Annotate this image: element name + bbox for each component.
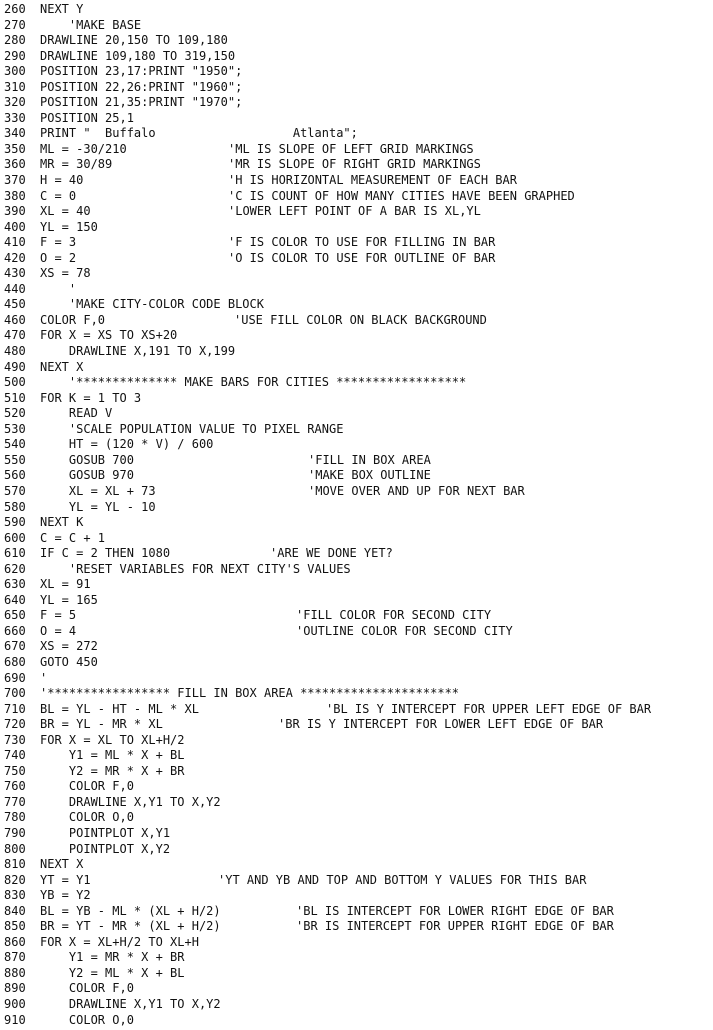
code-line — [4, 608, 710, 624]
line-number: 310 — [4, 79, 26, 94]
line-number: 830 — [4, 888, 26, 903]
line-number: 620 — [4, 561, 26, 576]
line-number: 570 — [4, 483, 26, 498]
line-number: 690 — [4, 670, 26, 685]
line-number: 850 — [4, 919, 26, 934]
line-code: BR = YT - MR * (XL + H/2) — [40, 919, 221, 934]
line-comment: 'BR IS INTERCEPT FOR UPPER RIGHT EDGE OF BAR — [296, 919, 614, 934]
line-code: O = 4 — [40, 623, 77, 638]
line-number: 300 — [4, 64, 26, 79]
line-comment: 'ML IS SLOPE OF LEFT GRID MARKINGS — [228, 141, 474, 156]
line-number: 410 — [4, 235, 26, 250]
line-code: NEXT X — [40, 857, 84, 872]
line-code: POSITION 23,17:PRINT "1950"; — [40, 64, 243, 79]
line-code: POSITION 22,26:PRINT "1960"; — [40, 79, 243, 94]
line-number: 880 — [4, 965, 26, 980]
line-number: 330 — [4, 110, 26, 125]
code-line — [4, 515, 710, 531]
code-line — [4, 80, 710, 96]
line-comment: 'LOWER LEFT POINT OF A BAR IS XL,YL — [228, 204, 481, 219]
line-code: C = 0 — [40, 188, 77, 203]
code-line — [4, 235, 710, 251]
line-code: NEXT X — [40, 359, 84, 374]
code-line — [4, 189, 710, 205]
code-line — [4, 95, 710, 111]
line-number: 500 — [4, 375, 26, 390]
line-comment: 'USE FILL COLOR ON BLACK BACKGROUND — [234, 312, 487, 327]
line-number: 860 — [4, 934, 26, 949]
line-number: 760 — [4, 779, 26, 794]
line-comment: 'BL IS Y INTERCEPT FOR UPPER LEFT EDGE OF BAR — [326, 701, 652, 716]
line-code: YL = YL - 10 — [40, 499, 156, 514]
line-number: 650 — [4, 608, 26, 623]
code-line — [4, 873, 710, 889]
line-code: DRAWLINE X,191 TO X,199 — [40, 344, 236, 359]
code-line — [4, 826, 710, 842]
line-comment: 'OUTLINE COLOR FOR SECOND CITY — [296, 623, 513, 638]
line-code: COLOR F,0 — [40, 981, 134, 996]
line-number: 550 — [4, 452, 26, 467]
code-line — [4, 328, 710, 344]
line-number: 390 — [4, 204, 26, 219]
line-code: COLOR F,0 — [40, 312, 106, 327]
line-code: YB = Y2 — [40, 888, 91, 903]
line-code: O = 2 — [40, 250, 77, 265]
code-line — [4, 18, 710, 34]
code-line — [4, 733, 710, 749]
line-number: 510 — [4, 390, 26, 405]
line-number: 790 — [4, 825, 26, 840]
line-number: 630 — [4, 577, 26, 592]
line-comment: 'C IS COUNT OF HOW MANY CITIES HAVE BEEN GRAPHED — [228, 188, 575, 203]
line-number: 700 — [4, 686, 26, 701]
code-line — [4, 2, 710, 18]
code-line — [4, 779, 710, 795]
line-code: POINTPLOT X,Y1 — [40, 825, 171, 840]
line-number: 420 — [4, 250, 26, 265]
line-code: YL = 165 — [40, 592, 98, 607]
code-line — [4, 142, 710, 158]
line-number: 870 — [4, 950, 26, 965]
code-line — [4, 437, 710, 453]
code-line — [4, 266, 710, 282]
line-code: YT = Y1 — [40, 872, 91, 887]
code-line — [4, 764, 710, 780]
line-number: 380 — [4, 188, 26, 203]
line-number: 780 — [4, 810, 26, 825]
line-number: 320 — [4, 95, 26, 110]
line-number: 470 — [4, 328, 26, 343]
line-number: 260 — [4, 2, 26, 16]
line-number: 580 — [4, 499, 26, 514]
code-line — [4, 173, 710, 189]
code-line — [4, 375, 710, 391]
line-code: Y1 = ML * X + BL — [40, 748, 185, 763]
line-code: DRAWLINE X,Y1 TO X,Y2 — [40, 997, 221, 1011]
line-code: 'SCALE POPULATION VALUE TO PIXEL RANGE — [40, 421, 344, 436]
line-number: 710 — [4, 701, 26, 716]
line-number: 890 — [4, 981, 26, 996]
line-number: 910 — [4, 1012, 26, 1027]
code-line — [4, 49, 710, 65]
line-number: 900 — [4, 997, 26, 1011]
code-line — [4, 686, 710, 702]
code-line — [4, 220, 710, 236]
line-code: 'MAKE BASE — [40, 17, 142, 32]
line-code: BL = YB - ML * (XL + H/2) — [40, 903, 221, 918]
line-code: BL = YL - HT - ML * XL — [40, 701, 199, 716]
line-number: 820 — [4, 872, 26, 887]
code-line — [4, 360, 710, 376]
line-code: COLOR F,0 — [40, 779, 134, 794]
line-code: NEXT Y — [40, 2, 84, 16]
line-code: XL = 91 — [40, 577, 91, 592]
line-code: DRAWLINE 20,150 TO 109,180 — [40, 33, 228, 48]
line-number: 670 — [4, 639, 26, 654]
code-line — [4, 981, 710, 997]
code-line — [4, 671, 710, 687]
code-line — [4, 33, 710, 49]
line-code: DRAWLINE X,Y1 TO X,Y2 — [40, 794, 221, 809]
code-line — [4, 484, 710, 500]
line-number: 730 — [4, 732, 26, 747]
line-comment: 'YT AND YB AND TOP AND BOTTOM Y VALUES FOR THIS BAR — [218, 872, 587, 887]
line-code: XS = 78 — [40, 266, 91, 281]
code-line — [4, 593, 710, 609]
line-code: POINTPLOT X,Y2 — [40, 841, 171, 856]
line-number: 520 — [4, 406, 26, 421]
line-code: GOSUB 700 — [40, 452, 134, 467]
line-number: 750 — [4, 763, 26, 778]
code-line — [4, 810, 710, 826]
line-comment: 'F IS COLOR TO USE FOR FILLING IN BAR — [228, 235, 496, 250]
line-code: IF C = 2 THEN 1080 — [40, 546, 171, 561]
line-code: FOR X = XL+H/2 TO XL+H — [40, 934, 199, 949]
line-code: COLOR O,0 — [40, 810, 134, 825]
line-code: C = C + 1 — [40, 530, 106, 545]
line-code: ML = -30/210 — [40, 141, 127, 156]
line-comment: 'FILL COLOR FOR SECOND CITY — [296, 608, 492, 623]
line-number: 440 — [4, 281, 26, 296]
line-number: 280 — [4, 33, 26, 48]
line-code: FOR X = XS TO XS+20 — [40, 328, 178, 343]
line-code: COLOR O,0 — [40, 1012, 134, 1027]
line-number: 600 — [4, 530, 26, 545]
line-code: 'RESET VARIABLES FOR NEXT CITY'S VALUES — [40, 561, 351, 576]
line-number: 290 — [4, 48, 26, 63]
line-code: NEXT K — [40, 515, 84, 530]
line-number: 430 — [4, 266, 26, 281]
line-code: POSITION 25,1 — [40, 110, 134, 125]
line-code: XL = XL + 73 — [40, 483, 156, 498]
code-line — [4, 888, 710, 904]
line-number: 840 — [4, 903, 26, 918]
line-code: F = 3 — [40, 235, 77, 250]
code-line — [4, 702, 710, 718]
code-line — [4, 531, 710, 547]
code-line — [4, 795, 710, 811]
line-number: 480 — [4, 344, 26, 359]
line-comment: 'BR IS Y INTERCEPT FOR LOWER LEFT EDGE OF BAR — [278, 717, 604, 732]
line-code: H = 40 — [40, 173, 84, 188]
line-comment: 'ARE WE DONE YET? — [270, 546, 393, 561]
code-line — [4, 748, 710, 764]
code-line — [4, 64, 710, 80]
line-number: 340 — [4, 126, 26, 141]
code-line — [4, 251, 710, 267]
code-line — [4, 935, 710, 951]
line-number: 530 — [4, 421, 26, 436]
line-code: XS = 272 — [40, 639, 98, 654]
code-line — [4, 655, 710, 671]
code-line — [4, 422, 710, 438]
line-number: 680 — [4, 654, 26, 669]
line-number: 810 — [4, 857, 26, 872]
line-number: 540 — [4, 437, 26, 452]
code-line — [4, 639, 710, 655]
line-code: BR = YL - MR * XL — [40, 717, 163, 732]
basic-program-listing — [4, 2, 710, 1028]
line-comment: 'MOVE OVER AND UP FOR NEXT BAR — [308, 483, 525, 498]
code-line — [4, 1013, 710, 1029]
line-code: HT = (120 * V) / 600 — [40, 437, 214, 452]
line-code: GOSUB 970 — [40, 468, 134, 483]
line-code: GOTO 450 — [40, 654, 98, 669]
code-line — [4, 562, 710, 578]
line-comment: 'MAKE BOX OUTLINE — [308, 468, 431, 483]
code-line — [4, 966, 710, 982]
line-code: FOR X = XL TO XL+H/2 — [40, 732, 185, 747]
line-comment: 'O IS COLOR TO USE FOR OUTLINE OF BAR — [228, 250, 496, 265]
line-code: '***************** FILL IN BOX AREA ********************** — [40, 686, 460, 701]
line-number: 660 — [4, 623, 26, 638]
code-line — [4, 500, 710, 516]
code-line — [4, 577, 710, 593]
code-line — [4, 282, 710, 298]
code-line — [4, 546, 710, 562]
line-code: READ V — [40, 406, 113, 421]
code-line — [4, 717, 710, 733]
line-code: MR = 30/89 — [40, 157, 113, 172]
line-code: 'MAKE CITY-COLOR CODE BLOCK — [40, 297, 264, 312]
code-line — [4, 111, 710, 127]
code-line — [4, 919, 710, 935]
code-line — [4, 904, 710, 920]
code-line — [4, 297, 710, 313]
line-number: 370 — [4, 173, 26, 188]
line-number: 720 — [4, 717, 26, 732]
line-code: ' — [40, 670, 48, 685]
code-line — [4, 997, 710, 1013]
code-line — [4, 857, 710, 873]
line-code: ' — [40, 281, 77, 296]
line-number: 800 — [4, 841, 26, 856]
line-code: POSITION 21,35:PRINT "1970"; — [40, 95, 243, 110]
code-line — [4, 406, 710, 422]
line-number: 770 — [4, 794, 26, 809]
line-code: YL = 150 — [40, 219, 98, 234]
line-code: Y2 = ML * X + BL — [40, 965, 185, 980]
code-line — [4, 126, 710, 142]
line-number: 450 — [4, 297, 26, 312]
line-code: XL = 40 — [40, 204, 91, 219]
line-comment: 'MR IS SLOPE OF RIGHT GRID MARKINGS — [228, 157, 481, 172]
code-line — [4, 624, 710, 640]
line-code: '************** MAKE BARS FOR CITIES ****************** — [40, 375, 467, 390]
code-line — [4, 453, 710, 469]
line-code: PRINT " Buffalo Atlanta"; — [40, 126, 358, 141]
line-number: 590 — [4, 515, 26, 530]
line-comment: 'H IS HORIZONTAL MEASUREMENT OF EACH BAR — [228, 173, 517, 188]
line-code: FOR K = 1 TO 3 — [40, 390, 142, 405]
line-code: DRAWLINE 109,180 TO 319,150 — [40, 48, 236, 63]
code-line — [4, 157, 710, 173]
line-number: 610 — [4, 546, 26, 561]
line-number: 360 — [4, 157, 26, 172]
code-line — [4, 950, 710, 966]
line-number: 740 — [4, 748, 26, 763]
line-number: 560 — [4, 468, 26, 483]
code-line — [4, 204, 710, 220]
line-number: 350 — [4, 141, 26, 156]
line-code: Y2 = MR * X + BR — [40, 763, 185, 778]
line-number: 640 — [4, 592, 26, 607]
line-number: 490 — [4, 359, 26, 374]
line-code: Y1 = MR * X + BR — [40, 950, 185, 965]
code-line — [4, 468, 710, 484]
code-line — [4, 313, 710, 329]
line-comment: 'FILL IN BOX AREA — [308, 452, 431, 467]
code-line — [4, 842, 710, 858]
line-comment: 'BL IS INTERCEPT FOR LOWER RIGHT EDGE OF BAR — [296, 903, 614, 918]
line-number: 270 — [4, 17, 26, 32]
line-number: 460 — [4, 312, 26, 327]
line-code: F = 5 — [40, 608, 77, 623]
code-line — [4, 391, 710, 407]
line-number: 400 — [4, 219, 26, 234]
code-line — [4, 344, 710, 360]
